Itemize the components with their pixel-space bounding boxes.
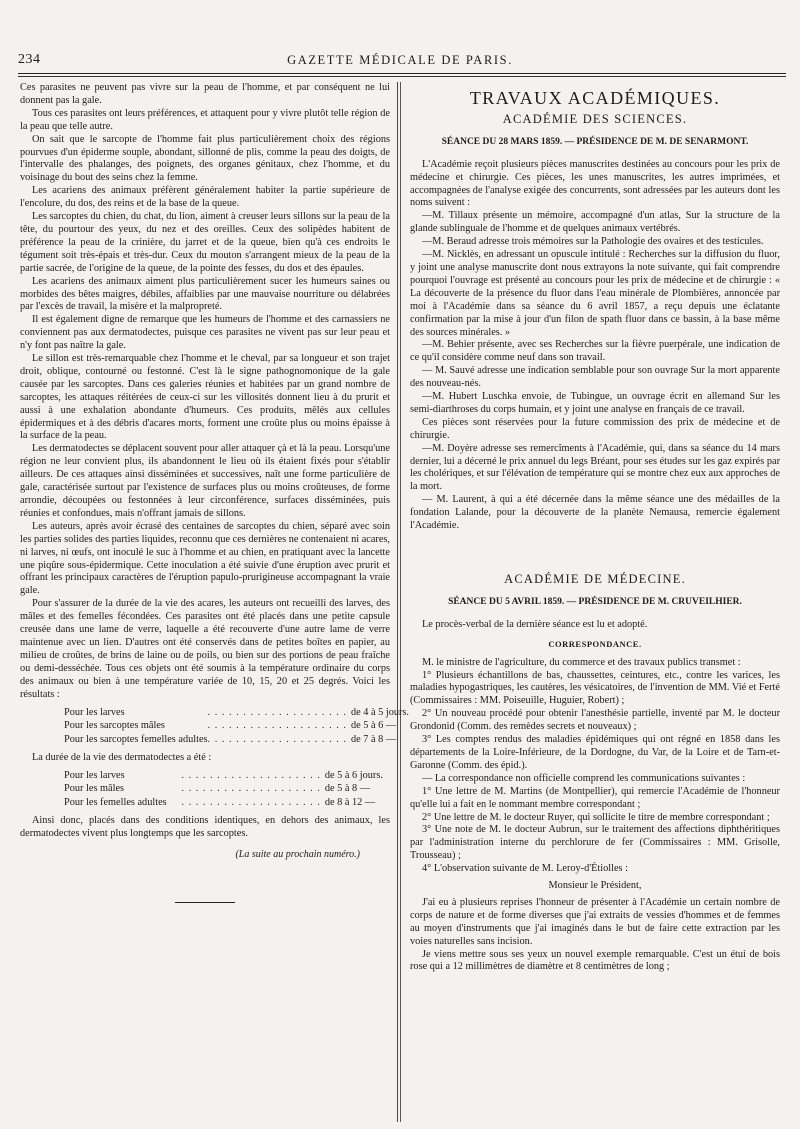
academie-sciences-heading: ACADÉMIE DES SCIENCES. (502, 111, 688, 126)
paragraph: La durée de la vie des dermatodectes a été : (32, 752, 212, 763)
table-cell-label: Pour les larves (64, 769, 125, 781)
paragraph: On sait que le sarcopte de l'homme fait plus particulièrement choix des régions pourvues d'un épiderme souple, abondant, sillonné de plis, comme la peau des doigts, de l'intervalle des phalanges, des poignets, des organes génitaux, chez l'homme, et du voisinage du bout des seins chez la femme. (20, 133, 390, 184)
leader-dots: . . . . . . . . . . . . . . . . . . . . (181, 783, 321, 795)
page-number: 234 (18, 52, 41, 67)
paragraph: —M. Nicklès, en adressant un opuscule intitulé : Recherches sur la diffusion du fluor, y joint une analyse manuscrite dont nous extrayons la note suivante, qui fait comprendre pourquoi l'ouvrage est présenté au concours pour les prix de médecine et de chirurgie : « La découverte de la présence du fluor dans l'eau minérale de Plombières, annoncée par moi à l'Académie dans sa séance du 6 avril 1857, a reçu depuis une éclatante confirmation par la mise à jour d'un filon de spath fluor dans ce bassin, à la base même des sources minérales. » (410, 249, 780, 338)
paragraph: —M. Tillaux présente un mémoire, accompagné d'un atlas, Sur la structure de la glande sublinguale de l'homme et de quelques animaux vertébrés. (410, 210, 780, 235)
paragraph: Les sarcoptes du chien, du chat, du lion, aiment à creuser leurs sillons sur la peau de la tête, du pourtour des yeux, du nez et des oreilles. Ceux des solipèdes habitent de préférence la peau de la crinière, du jarret et de la queue, bien qu'à ces endroits le tégument soit très-épais et très-dur. Ceux du mouton s'arrangent mieux de la peau de la partie sacrée, de l'origine de la queue, de la pointe des fesses, du dos et des épaules. (20, 211, 390, 274)
table-row (20, 782, 390, 796)
dermatodectes-lifespan-table (20, 769, 390, 810)
section-title: TRAVAUX ACADÉMIQUES. (469, 88, 721, 108)
paragraph: Les auteurs, après avoir écrasé des centaines de sarcoptes du chien, séparé avec soin les parties solides des parties liquides, reconnu que ces dernières ne contenaient ni acares, ni larves, ni œufs, ont inoculé le suc à l'homme et au chien, en pratiquant avec la lancette une piqûre sous-épidermique. Cette inoculation a été suivie d'une éruption avec prurit et offrant les principaux caractères de l'éruption papulo-prurigineuse accompagnant la vraie gale. (20, 520, 390, 597)
paragraph: Je viens mettre sous ses yeux un nouvel exemple remarquable. C'est un étui de bois rose qui a 12 millimètres de diamètre et 8 centimètres de long ; (410, 948, 780, 973)
paragraph: 2° Un nouveau procédé pour obtenir l'anesthésie partielle, inventé par M. le docteur Grondonid (Comm. des remèdes secrets et nouveaux) ; (410, 708, 780, 733)
paragraph: Les dermatodectes se déplacent souvent pour aller attaquer çà et là la peau. Lorsqu'une région ne leur convient plus, ils abandonnent le lieu où ils étaient fixés pour s'établir ailleurs. De ces attaques ainsi disséminées et successives, naît une forme particulière de gale, caractérisée surtout par l'existence de surfaces plus ou moins croûteuses, de forme arrondie, découpées ou festonnées à leur circonférence, surfaces disséminées, puis réunies et confondues, mais n'offrant jamais de sillons. (20, 443, 390, 519)
table-cell-value: de 8 à 12 — (324, 796, 376, 808)
running-title: GAZETTE MÉDICALE DE PARIS. (287, 53, 513, 67)
academie-medecine-heading: ACADÉMIE DE MÉDECINE. (504, 572, 686, 586)
table-row (20, 769, 390, 783)
column-divider-thin (400, 82, 401, 1122)
right-column (410, 82, 780, 1122)
table-cell-value: de 5 à 6 — (350, 720, 397, 731)
table-row (20, 706, 409, 720)
table-row (20, 796, 390, 810)
table-cell-label: Pour les larves (64, 706, 125, 718)
paragraph: —M. Doyère adresse ses remercîments à l'Académie, qui, dans sa séance du 14 mars dernier, lui a décerné le prix annuel du legs Bréant, pour ses études sur les gaz expirés par les cholériques, et sur l'élévation de température qui se montre chez eux aux approches de la mort. (410, 442, 780, 493)
paragraph: — La correspondance non officielle comprend les communications suivantes : (422, 772, 746, 784)
paragraph: 1° Une lettre de M. Martins (de Montpellier), qui remercie l'Académie de l'honneur qu'elle lui a fait en le nommant membre correspondant ; (410, 785, 780, 810)
seance-line: SÉANCE DU 28 MARS 1859. — PRÉSIDENCE DE M. DE SENARMONT. (441, 136, 749, 147)
leader-dots: . . . . . . . . . . . . . . . . . . . . (207, 706, 347, 718)
header-rule-thin (18, 76, 786, 77)
paragraph: Les acariens des animaux préfèrent généralement habiter la partie supérieure de l'encolure, du dos, des reins et de la base de la queue. (20, 185, 390, 210)
paragraph: 1° Plusieurs échantillons de bas, chaussettes, ceintures, etc., contre les varices, les maladies hypogastriques, les cautères, les vésicatoires, de l'invention de MM. Vié et Ferté (Commissaires : MM. Poiseuille, Huguier, Robert) ; (410, 669, 780, 707)
table-cell-value: de 7 à 8 — (350, 733, 397, 745)
paragraph: M. le ministre de l'agriculture, du commerce et des travaux publics transmet : (422, 656, 741, 668)
page-header (18, 52, 782, 72)
continuation-note: (La suite au prochain numéro.) (235, 849, 360, 861)
paragraph: Le procès-verbal de la dernière séance est lu et adopté. (422, 618, 648, 630)
paragraph: Pour s'assurer de la durée de la vie des acares, les auteurs ont recueilli des larves, des mâles et des femelles fécondées. Ces parasites ont été placés dans une petite capsule creusée dans une lame de verre, laquelle a été recouverte d'une autre lame de verre maintenue avec un lien. D'autres ont été conservés dans de petites boîtes en papier, au milieu de croûtes, de brins de laine ou de poils, ou bien sur des portions de peau fraîche ou demi-desséchée. Tous ces objets ont été soumis à la température ordinaire du corps des animaux ou bien à une température variée de 10, 15, 20 et 25 degrés. Voici les résultats : (20, 598, 390, 700)
leader-dots: . . . . . . . . . . . . . . . . . . . . (207, 720, 347, 731)
column-divider (397, 82, 398, 1122)
paragraph: Ces pièces sont réservées pour la future commission des prix de médecine et de chirurgie. (410, 416, 780, 441)
paragraph: Le sillon est très-remarquable chez l'homme et le cheval, par sa longueur et son trajet droit, oblique, contourné ou festonné. C'est là le signe pathognomonique de la gale causée par les sarcoptes. Dans ces galeries réunies et habitées par un grand nombre de sarcoptes, les attaques réitérées de ceux-ci sur les villosités donnent lieu à du prurit et aussi à une exhalation abondante d'humeurs. Ces produits, mêlés aux cellules épidermiques et à des débris d'acares morts, forment une croûte plus ou moins épaisse à la surface de la peau. (20, 353, 390, 442)
paragraph: Ces parasites ne peuvent pas vivre sur la peau de l'homme, et par conséquent ne lui donnent pas la gale. (20, 82, 390, 106)
paragraph: Tous ces parasites ont leurs préférences, et attaquent pour y vivre plutôt telle région de la peau que telle autre. (20, 107, 390, 132)
table-cell-label: Pour les sarcoptes mâles (64, 720, 165, 731)
table-cell-value: de 5 à 8 — (324, 783, 371, 795)
paragraph: J'ai eu à plusieurs reprises l'honneur de présenter à l'Académie un certain nombre de corps de nature et de forme diverses que j'ai extraits de vessies d'hommes et de femmes au moyen d'instruments que j'ai imaginés dans le but de faire cette extraction par les voies naturelles sans incision. (410, 896, 780, 947)
paragraph: 3° Une note de M. le docteur Aubrun, sur le traitement des affections diphthéritiques par l'administration interne du perchlorure de fer (Commissaires : MM. Grisolle, Trousseau) ; (410, 824, 780, 862)
paragraph: 3° Les comptes rendus des maladies épidémiques qui ont régné en 1858 dans les départements de la Loire-Inférieure, de la Dordogne, du Var, de la Loire et de Tarn-et-Garonne (Comm. des épid.). (410, 734, 780, 771)
table-cell-value: de 5 à 6 jours. (324, 769, 383, 781)
salutation: Monsieur le Président, (548, 880, 642, 892)
paragraph: L'Académie reçoit plusieurs pièces manuscrites destinées au concours pour les prix de médecine et chirurgie. Ces pièces, les unes manuscrites, les autres imprimées, et accompagnées de l'analyse exigée des concurrents, sont adressées par les auteurs dont les noms suivent : (410, 158, 780, 209)
spacer (410, 533, 780, 569)
table-cell-label: Pour les mâles (64, 783, 125, 795)
paragraph: —M. Hubert Luschka envoie, de Tubingue, un ouvrage écrit en allemand Sur les semi-diarthroses du corps humain, et y joint une analyse en français de ce travail. (410, 391, 780, 415)
table-cell-label: Pour les sarcoptes femelles adultes (64, 733, 208, 745)
paragraph: —M. Beraud adresse trois mémoires sur la Pathologie des ovaires et des testicules. (422, 236, 764, 248)
sarcoptes-lifespan-table (20, 706, 409, 747)
table-row (20, 719, 409, 733)
seance-line: SÉANCE DU 5 AVRIL 1859. — PRÉSIDENCE DE M. CRUVEILHIER. (448, 596, 742, 607)
table-cell-label: Pour les femelles adultes (64, 796, 167, 808)
paragraph: 2° Une lettre de M. le docteur Ruyer, qui sollicite le titre de membre correspondant ; (422, 811, 770, 823)
table-cell-value: de 4 à 5 jours. (350, 706, 410, 718)
paragraph: Ainsi donc, placés dans des conditions identiques, en dehors des animaux, les dermatodectes vivent plus longtemps que les sarcoptes. (20, 815, 390, 840)
paragraph: — M. Sauvé adresse une indication semblable pour son ouvrage Sur la mort apparente des nouveau-nés. (410, 365, 780, 390)
correspondance-heading: CORRESPONDANCE. (548, 638, 642, 649)
table-row (20, 733, 409, 747)
paragraph: — M. Laurent, à qui a été décernée dans la même séance une des médailles de la fondation Lalande, pour la découverte de la planète Nemausa, remercie également l'Académie. (410, 494, 780, 532)
paragraph: —M. Behier présente, avec ses Recherches sur la fièvre puerpérale, une indication de ce qu'il considère comme neuf dans son travail. (410, 339, 780, 364)
paragraph: Les acariens des animaux aiment plus particulièrement sucer les humeurs saines ou morbides des bêtes maigres, débiles, affaiblies par une mauvaise nourriture ou délabrées par l'excès de travail, la misère et la malpropreté. (20, 275, 390, 313)
leader-dots: . . . . . . . . . . . . . . . . . . . . (207, 733, 347, 745)
leader-dots: . . . . . . . . . . . . . . . . . . . . (181, 796, 321, 808)
paragraph: Il est également digne de remarque que les humeurs de l'homme et des carnassiers ne conviennent pas aux dermatodectes, puisque ces parasites ne vivent pas sur leur peau et n'y font pas naître la gale. (20, 314, 390, 352)
leader-dots: . . . . . . . . . . . . . . . . . . . . (181, 769, 321, 781)
paragraph: 4° L'observation suivante de M. Leroy-d'Étiolles : (422, 863, 628, 875)
header-rule (18, 73, 786, 74)
left-column (20, 82, 410, 1122)
section-end-rule (175, 902, 235, 903)
